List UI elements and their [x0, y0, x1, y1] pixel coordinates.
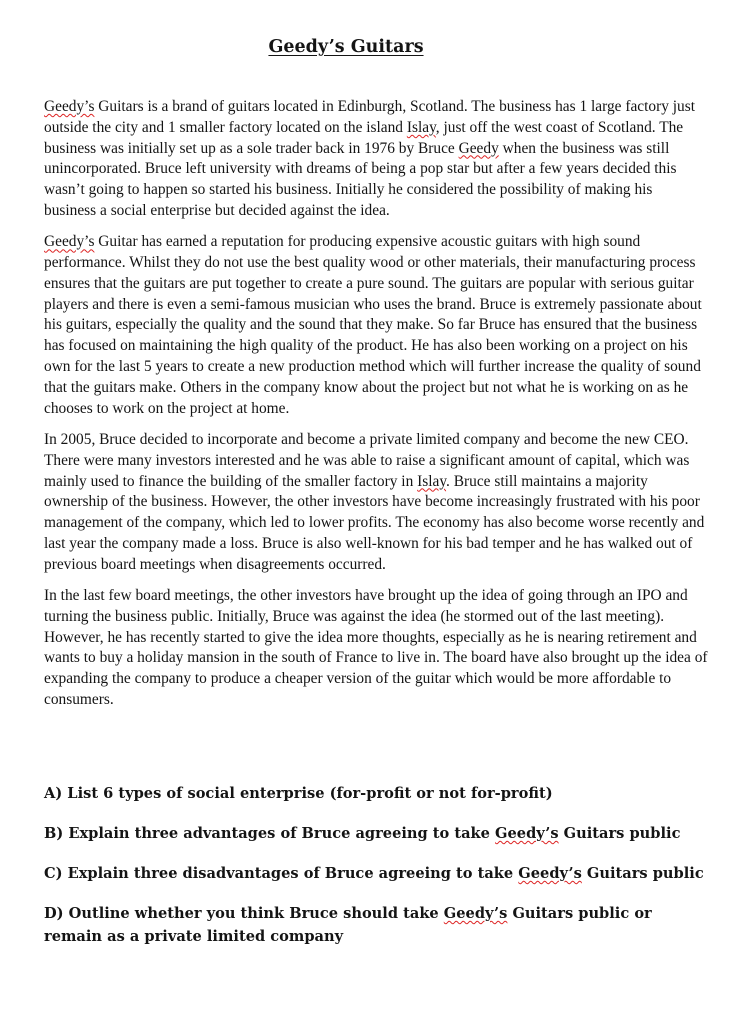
- paragraph: [44, 586, 708, 711]
- paragraph: [44, 97, 708, 222]
- text-run: Guitars public: [581, 865, 704, 882]
- spellcheck-word: Geedy’s: [518, 865, 582, 882]
- text-run: In 2005, Bruce decided to incorporate and become a private limited company and become the new CEO. There were many investors interested and he was able to raise a significant amount of capital, which was mainly used to finance the building of the smaller factory in: [44, 430, 690, 490]
- question-d: [44, 902, 708, 948]
- text-run: C) Explain three disadvantages of Bruce agreeing to take: [44, 865, 519, 882]
- paragraph: [44, 430, 708, 576]
- text-run: Guitars public or remain as a private limited company: [44, 905, 652, 945]
- text-run: Guitars is a brand of guitars located in Edinburgh, Scotland. The business has 1 large factory just outside the city and 1 smaller factory located on the island: [44, 98, 695, 136]
- question-c: [44, 862, 708, 885]
- spellcheck-word: Islay: [417, 472, 447, 490]
- question-a: [44, 782, 708, 805]
- spellcheck-word: Geedy’s: [44, 233, 95, 251]
- spellcheck-word: Islay: [406, 118, 436, 136]
- text-run: Guitars public: [558, 825, 681, 842]
- spellcheck-word: Geedy: [458, 139, 499, 157]
- text-run: when the business was still unincorporated. Bruce left university with dreams of being a pop star but after a few years decided this wasn’t going to happen so started his business. Initially he considered the possibility of making his business a social enterprise but decided against the idea.: [44, 139, 677, 219]
- document-title: Geedy’s Guitars: [268, 37, 424, 57]
- spellcheck-word: Geedy’s: [443, 905, 508, 922]
- text-run: B) Explain three advantages of Bruce agreeing to take: [44, 825, 496, 842]
- paragraph: [44, 232, 708, 419]
- question-b: [44, 822, 708, 845]
- questions-list: [44, 782, 708, 965]
- text-run: In the last few board meetings, the other investors have brought up the idea of going through an IPO and turning the business public. Initially, Bruce was against the idea (he stormed out of the last meeting). However, he has recently started to give the idea more thoughts, especially as he is nearing retirement and wants to buy a holiday mansion in the south of France to live in. The board have also brought up the idea of expanding the company to produce a cheaper version of the guitar which would be more affordable to consumers.: [44, 587, 708, 709]
- text-run: . Bruce still maintains a majority ownership of the business. However, the other investors have become increasingly frustrated with his poor management of the company, which led to lower profits. The economy has also become worse recently and last year the company made a loss. Bruce is also well-known for his bad temper and he has walked out of previous board meetings when disagreements occurred.: [44, 472, 705, 573]
- spellcheck-word: Geedy’s: [495, 825, 559, 842]
- text-run: Guitar has earned a reputation for producing expensive acoustic guitars with high sound performance. Whilst they do not use the best quality wood or other materials, their manufacturing process ensures that the guitars are put together to create a pure sound. The guitars are popular with serious guitar players and there is even a semi-famous musician who uses the brand. Bruce is extremely passionate about his guitars, especially the quality and the sound that they make. So far Bruce has ensured that the business has focused on maintaining the high quality of the product. He has also been working on a project on his own for the last 5 years to create a new production method which will further increase the quality of sound that the guitars make. Others in the company know about the project but not what he is working on as he chooses to work on the project at home.: [44, 233, 702, 417]
- spellcheck-word: Geedy’s: [44, 98, 95, 115]
- text-run: D) Outline whether you think Bruce should take: [44, 905, 444, 922]
- body-text: [44, 97, 708, 721]
- text-run: A) List 6 types of social enterprise (for-profit or not for-profit): [44, 785, 553, 802]
- text-run: , just off the west coast of Scotland. The business was initially set up as a sole trader back in 1976 by Bruce: [44, 118, 684, 157]
